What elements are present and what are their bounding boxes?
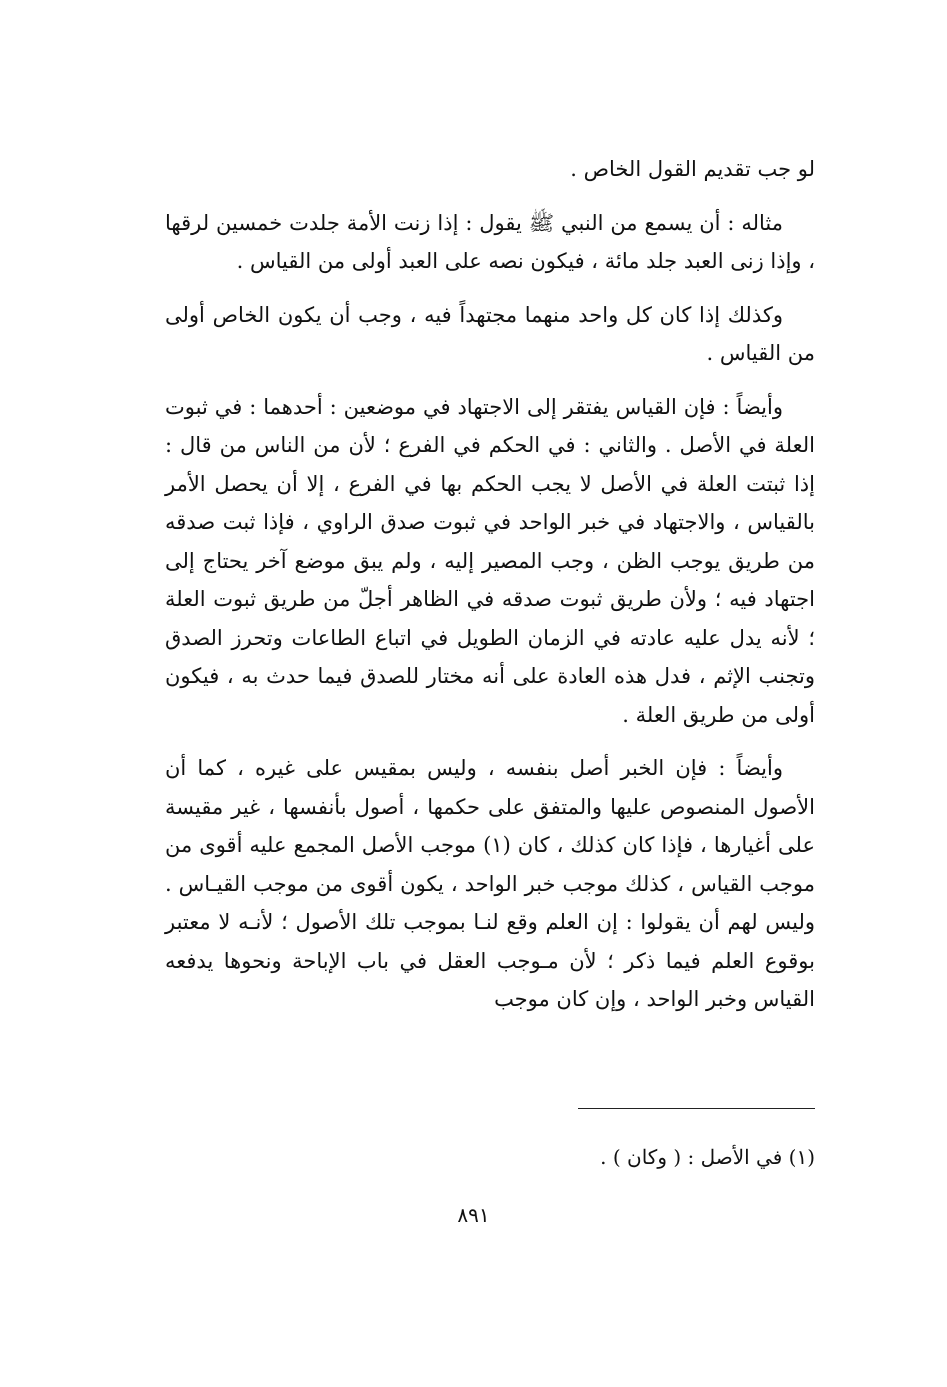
paragraph-4: وأيضاً : فإن القياس يفتقر إلى الاجتهاد في موضعين : أحدهما : في ثبوت العلة في الأصل . والثاني : في الحكم في الفرع ؛ لأن من الناس من قال : إذا ثبتت العلة في الأصل لا يجب الحكم بها في الفرع ، إلا أن يحصل الأمر بالقياس ، والاجتهاد في خبر الواحد في ثبوت صدق الراوي ، فإذا ثبت صدقه من طريق يوجب الظن ، وجب المصير إليه ، ولم يبق موضع آخر يحتاج إلى اجتهاد فيه ؛ ولأن طريق ثبوت صدقه في الظاهر أجلّ من طريق ثبوت العلة ؛ لأنه يدل عليه عادته في الزمان الطويل في اتباع الطاعات وتحرز الصدق وتجنب الإثم ، فدل هذه العادة على أنه مختار للصدق فيما حدث به ، فيكون أولى من طريق العلة . <box>165 394 815 727</box>
footnote-divider <box>578 1108 815 1109</box>
paragraph-1: لو جب تقديم القول الخاص . <box>570 157 815 181</box>
paragraph-2: مثاله : أن يسمع من النبي ﷺ يقول : إذا زنت الأمة جلدت خمسين لرقها ، وإذا زنى العبد جلد مائة ، فيكون نصه على العبد أولى من القياس . <box>165 210 815 273</box>
footnote: (١) في الأصل : ( وكان ) . <box>600 1145 815 1169</box>
main-text <box>165 150 815 1034</box>
paragraph-3: وكذلك إذا كان كل واحد منهما مجتهداً فيه ، وجب أن يكون الخاص أولى من القياس . <box>165 302 815 365</box>
paragraph-5: وأيضاً : فإن الخبر أصل بنفسه ، وليس بمقيس على غيره ، كما أن الأصول المنصوص عليها والمتفق على حكمها ، أصول بأنفسها ، غير مقيسة على أغيارها ، فإذا كان كذلك ، كان (١) موجب الأصل المجمع عليه أقوى من موجب القياس ، كذلك موجب خبر الواحد ، يكون أقوى من موجب القيـاس . وليس لهم أن يقولوا : إن العلم وقع لنـا بموجب تلك الأصول ؛ لأنـه لا معتبر بوقوع العلم فيما ذكر ؛ لأن مـوجب العقل في باب الإباحة ونحوها يدفعه القياس وخبر الواحد ، وإن كان موجب <box>165 756 815 1011</box>
page-number: ٨٩١ <box>457 1203 490 1227</box>
